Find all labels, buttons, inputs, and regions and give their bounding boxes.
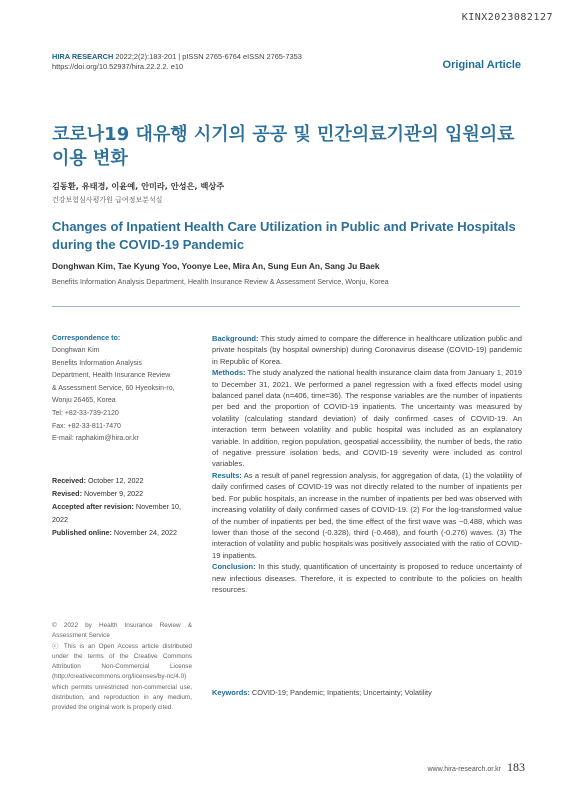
doi-link[interactable]: https://doi.org/10.52937/hira.22.2.2. e10: [52, 62, 184, 71]
corr-address-line: Benefits Information Analysis: [52, 359, 142, 367]
keywords: [212, 688, 522, 697]
keywords-list: COVID-19; Pandemic; Inpatients; Uncertainty; Volatility: [249, 688, 432, 697]
corr-tel: Tel: +82-33-739-2120: [52, 409, 119, 417]
journal-issue: 2022;2(2):183-201: [115, 52, 177, 61]
date-accepted: Accepted after revision: November 10, 2022: [52, 502, 182, 524]
corr-address-line: Department, Health Insurance Review: [52, 372, 171, 380]
copyright-line: © 2022 by Health Insurance Review & Assessment Service: [52, 622, 192, 640]
article-dates: [52, 474, 192, 539]
abstract-conclusion: Conclusion: In this study, quantification of uncertainty is proposed to reduce uncertainty of new infectious diseases. Therefore, it is expected to contribute to the policies on health resources.: [212, 562, 522, 594]
corr-address-line: Wonju 26465, Korea: [52, 397, 116, 405]
journal-name: HIRA RESEARCH: [52, 52, 114, 61]
footer-url[interactable]: www.hira-research.or.kr: [427, 766, 501, 773]
english-title: Changes of Inpatient Health Care Utilization in Public and Private Hospitals during the COVID-19 Pandemic: [52, 219, 516, 252]
abstract-methods: Methods: The study analyzed the national health insurance claim data from January 1, 2019 to December 31, 2021. We performed a panel regression with a fixed effects model using balanced panel data (n=406, time=36). The response variables are the number of inpatients per bed and the proportion of COVID-19 inpatients. The uncertainty was measured by volatility (calculating standard deviation) of daily confirmed cases of COVID-19. An interaction term between volatility and public hospital was included as an explanatory variable. In addition, region population, geospatial accessibility, the number of beds, the ratio of negative pressure isolation beds, and COVID-19 severity were included as control variables.: [212, 368, 522, 469]
license-notice: [52, 621, 192, 714]
korean-title: 코로나19 대유행 시기의 공공 및 민간의료기관의 입원의료이용 변화: [52, 124, 515, 169]
corr-address-line: & Assessment Service, 60 Hyeoksin-ro,: [52, 384, 175, 392]
title-divider: [52, 306, 520, 307]
page-number: 183: [507, 760, 525, 774]
document-id: KINX2023082127: [461, 12, 553, 23]
article-type: Original Article: [442, 59, 521, 71]
corr-fax: Fax: +82-33-811-7470: [52, 422, 121, 430]
correspondence-heading: Correspondence to:: [52, 333, 121, 342]
date-published: Published online: November 24, 2022: [52, 528, 178, 537]
date-revised: Revised: November 9, 2022: [52, 489, 144, 498]
english-authors: Donghwan Kim, Tae Kyung Yoo, Yoonye Lee, Mira An, Sung Eun An, Sang Ju Baek: [52, 261, 380, 271]
abstract-background: Background: This study aimed to compare the difference in healthcare utilization public and private hospitals (by hospital ownership) during Coronavirus disease (COVID-19) pandemic in Republic of Korea.: [212, 334, 522, 366]
journal-header: HIRA RESEARCH 2022;2(2):183-201 | pISSN 2765-6764 eISSN 2765-7353 https://doi.org/10.52937/hira.22.2.2. e10: [52, 52, 302, 71]
issn: pISSN 2765-6764 eISSN 2765-7353: [182, 52, 302, 61]
corr-name: Donghwan Kim: [52, 347, 100, 354]
korean-affiliation: 건강보험심사평가원 급여정보분석실: [52, 196, 163, 204]
correspondence-details: [52, 345, 192, 446]
korean-authors: 김동환, 유태경, 이윤예, 안미라, 안성은, 백상주: [52, 181, 225, 191]
license-text: ⓒ This is an Open Access article distributed under the terms of the Creative Commons Attribution Non-Commercial License (http://creativecommons.org/licenses/by-nc/4.0) which permits unrestricted non-commercial use, distribution, and reproduction in any medium, provided the original work is properly cited.: [52, 642, 192, 712]
abstract: [212, 333, 522, 595]
abstract-results: Results: As a result of panel regression analysis, for aggregation of data, (1) the volatility of daily confirmed cases of COVID-19 was not directly related to the number of inpatients per bed. For public hospitals, an increase in the number of inpatients per bed was observed with increasing volatility of daily confirmed cases of COVID-19. (2) For the log-transformed value of the number of inpatients per bed, the time effect of the first wave was −0.488, which was lower than those of the second (-0.328), third (-0.468), and fourth (-0.276) waves. (3) The interaction of volatility and public hospitals was positively associated with the ratio of COVID-19 inpatients.: [212, 470, 522, 560]
keywords-label: Keywords:: [212, 688, 250, 697]
corr-email[interactable]: E-mail: raphakim@hira.or.kr: [52, 435, 139, 443]
date-received: Received: October 12, 2022: [52, 476, 144, 485]
english-affiliation: Benefits Information Analysis Department, Health Insurance Review & Assessment Service, Wonju, Korea: [52, 277, 389, 286]
